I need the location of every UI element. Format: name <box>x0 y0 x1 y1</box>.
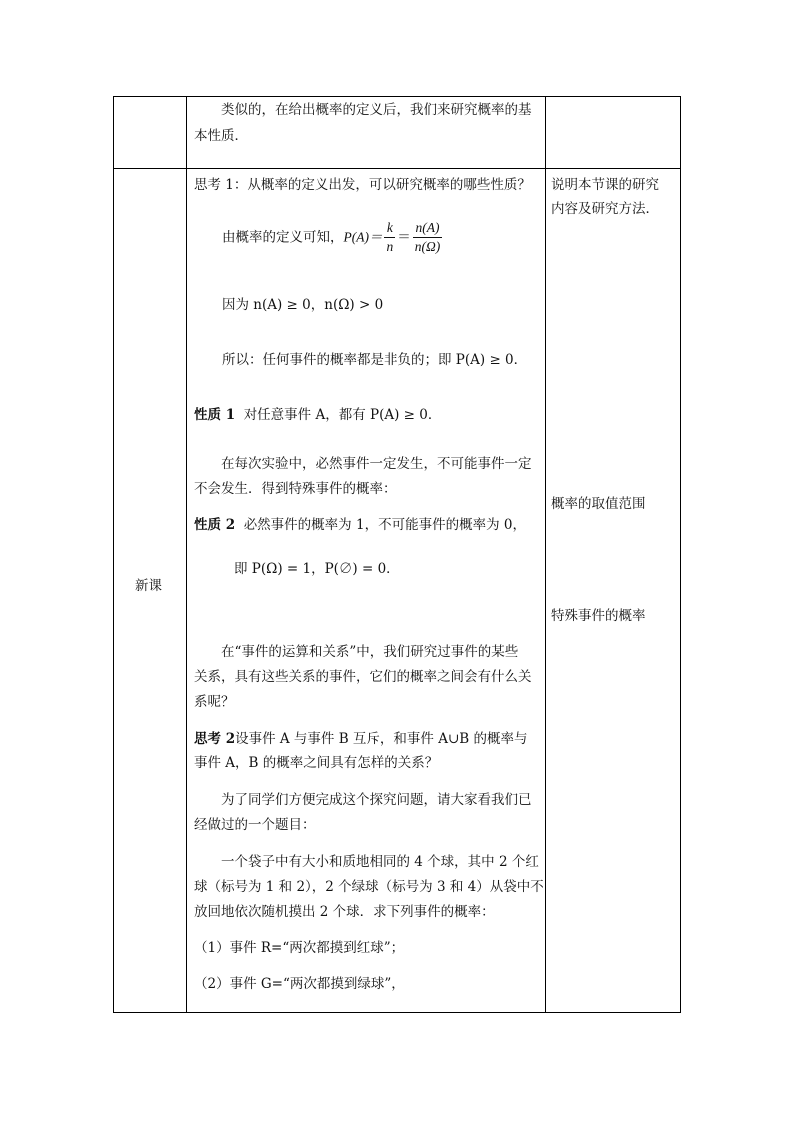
paragraph-3-line2: 关系，具有这些关系的事件，它们的概率之间会有什么关 <box>194 669 532 685</box>
paragraph-5-line2: 球（标号为 1 和 2），2 个绿球（标号为 3 和 4）从袋中不 <box>194 879 544 895</box>
property-2-label: 性质 2 <box>194 517 236 533</box>
section-label: 新课 <box>135 578 162 594</box>
note-research-content-line2: 内容及研究方法． <box>551 201 659 217</box>
property-2-text: 必然事件的概率为 1，不可能事件的概率为 0， <box>243 517 526 533</box>
property-1 <box>194 406 441 424</box>
paragraph-5-line1: 一个袋子中有大小和质地相同的 4 个球，其中 2 个红 <box>221 854 539 870</box>
think2-label: 思考 2 <box>194 731 236 747</box>
paragraph-5-line3: 放回地依次随机摸出 2 个球．求下列事件的概率： <box>194 904 495 920</box>
think2-line1: 设事件 A 与事件 B 互斥，和事件 A∪B 的概率与 <box>235 731 528 747</box>
paragraph-2-line2: 不会发生．得到特殊事件的概率： <box>194 481 397 497</box>
paragraph-3-line3: 系呢？ <box>194 694 235 710</box>
so-statement: 所以：任何事件的概率都是非负的；即 P(A) ≥ 0． <box>222 352 528 368</box>
row-divider <box>113 168 681 169</box>
fraction-denominator-n: n <box>386 239 394 254</box>
fraction-nA-over-nOmega <box>413 219 443 256</box>
because-statement: 因为 n(A) ≥ 0，n(Ω) > 0 <box>222 297 384 313</box>
fraction-numerator-k: k <box>384 219 395 238</box>
intro-text-line1: 类似的，在给出概率的定义后，我们来研究概率的基 <box>221 102 532 118</box>
column-divider-2 <box>545 96 546 1013</box>
think2-line2: 事件 A，B 的概率之间具有怎样的关系？ <box>194 755 439 771</box>
table-border-left <box>113 96 114 1013</box>
note-research-content-line1: 说明本节课的研究 <box>551 177 659 193</box>
definition-lhs: P(A)＝ <box>343 229 383 245</box>
property-2-formula: 即 P(Ω) = 1，P(∅) = 0． <box>234 561 400 577</box>
paragraph-2-line1: 在每次实验中，必然事件一定发生，不可能事件一定 <box>221 456 532 472</box>
paragraph-4-line2: 经做过的一个题目： <box>194 817 316 833</box>
event-item-1: （1）事件 R=“两次都摸到红球”； <box>194 940 405 956</box>
event-item-2: （2）事件 G=“两次都摸到绿球”， <box>194 976 405 992</box>
table-border-top <box>113 96 681 97</box>
note-probability-range: 概率的取值范围 <box>551 496 646 512</box>
intro-text-line2: 本性质． <box>194 128 248 144</box>
fraction-k-over-n <box>384 219 395 256</box>
definition-equals: ＝ <box>397 229 411 246</box>
probability-definition <box>222 219 444 256</box>
think1-question: 思考 1：从概率的定义出发，可以研究概率的哪些性质？ <box>194 177 531 193</box>
fraction-denominator-nOmega: n(Ω) <box>414 239 441 254</box>
table-border-right <box>680 96 681 1013</box>
paragraph-3-line1: 在“事件的运算和关系”中，我们研究过事件的某些 <box>221 644 519 660</box>
table-border-bottom <box>113 1012 681 1013</box>
think2-question <box>194 730 528 748</box>
note-special-event-probability: 特殊事件的概率 <box>551 608 646 624</box>
column-divider-1 <box>186 96 187 1013</box>
property-1-label: 性质 1 <box>194 407 236 423</box>
fraction-numerator-nA: n(A) <box>413 219 443 238</box>
property-1-text: 对任意事件 A，都有 P(A) ≥ 0． <box>243 407 442 423</box>
property-2 <box>194 516 526 534</box>
paragraph-4-line1: 为了同学们方便完成这个探究问题，请大家看我们已 <box>221 792 532 808</box>
definition-prefix: 由概率的定义可知， <box>222 229 344 246</box>
